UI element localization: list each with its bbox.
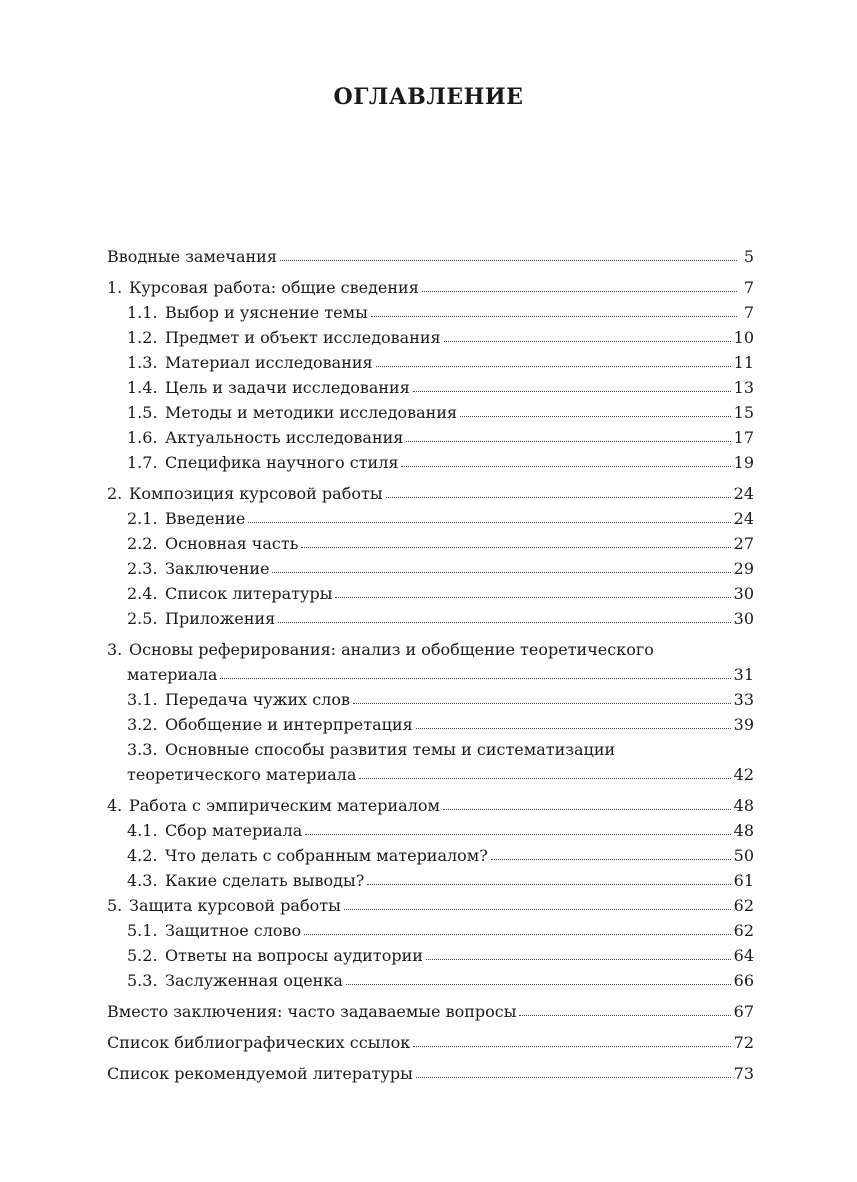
toc-entry[interactable] [107,1061,754,1086]
toc-entry-title: Вводные замечания [107,247,277,266]
toc-entry-number: 1.7. [127,453,158,472]
toc-entry-title: Список библиографических ссылок [107,1033,411,1052]
toc-entry-number: 1.5. [127,403,158,422]
dot-leader [371,310,737,317]
toc-entry-title: Актуальность исследования [165,428,404,447]
dot-leader [460,410,731,417]
dot-leader [335,591,730,598]
toc-page-number: 39 [733,715,754,734]
toc-entry[interactable] [107,868,754,893]
dot-leader [304,928,730,935]
toc-entry-title: Цель и задачи исследования [165,378,410,397]
toc-entry-number: 3.2. [127,715,158,734]
dot-leader [386,491,731,498]
toc-entry-title: Сбор материала [165,821,303,840]
toc-entry-number: 1.3. [127,353,158,372]
toc-entry-title: Заслуженная оценка [165,971,343,990]
page-title: ОГЛАВЛЕНИЕ [333,84,524,110]
toc-entry-number: 3. [107,640,123,659]
toc-entry-title: Заключение [165,559,270,578]
dot-leader [376,360,731,367]
table-of-contents [107,244,754,1086]
toc-entry[interactable] [107,999,754,1024]
dot-leader [426,953,731,960]
dot-leader [416,722,731,729]
toc-entry-title: Введение [165,509,246,528]
toc-page-number: 72 [733,1033,754,1052]
toc-entry[interactable] [107,637,754,662]
toc-entry-title: Защита курсовой работы [129,896,341,915]
toc-entry[interactable] [107,531,754,556]
toc-page-number: 19 [733,453,754,472]
toc-entry-number: 3.1. [127,690,158,709]
toc-entry[interactable] [107,893,754,918]
toc-entry-title: Основная часть [165,534,299,553]
toc-page-number: 17 [733,428,754,447]
toc-page-number: 62 [733,896,754,915]
toc-entry-title: Специфика научного стиля [165,453,399,472]
toc-entry-number: 1.6. [127,428,158,447]
toc-entry-title: Основы реферирования: анализ и обобщение теоретического [129,640,654,659]
toc-page-number: 33 [733,690,754,709]
toc-entry[interactable] [107,843,754,868]
toc-entry-number: 4.3. [127,871,158,890]
toc-page-number: 29 [733,559,754,578]
dot-leader [444,335,731,342]
toc-entry-number: 4. [107,796,123,815]
toc-entry[interactable] [107,581,754,606]
toc-page-number: 48 [733,796,754,815]
toc-entry[interactable] [107,244,754,269]
dot-leader [305,828,730,835]
toc-entry-number: 1. [107,278,123,297]
toc-page-number: 66 [733,971,754,990]
toc-entry-title: Курсовая работа: общие сведения [129,278,419,297]
toc-page-number: 10 [733,328,754,347]
toc-entry-number: 4.2. [127,846,158,865]
toc-entry-number: 5.2. [127,946,158,965]
toc-page-number: 42 [733,765,754,784]
toc-page-number: 27 [733,534,754,553]
toc-entry[interactable] [107,556,754,581]
toc-page-number: 15 [733,403,754,422]
toc-entry-title: Ответы на вопросы аудитории [165,946,423,965]
dot-leader [406,435,730,442]
toc-page-number: 5 [743,247,754,266]
toc-entry-number: 1.4. [127,378,158,397]
dot-leader [443,803,731,810]
toc-page-number: 50 [733,846,754,865]
dot-leader [367,878,730,885]
dot-leader [280,254,737,261]
dot-leader [413,1040,730,1047]
toc-entry-number: 5.1. [127,921,158,940]
dot-leader [519,1009,730,1016]
toc-entry[interactable] [107,606,754,631]
dot-leader [346,978,731,985]
dot-leader [248,516,730,523]
toc-entry[interactable] [107,425,754,450]
toc-page-number: 73 [733,1064,754,1083]
toc-entry-continuation[interactable] [107,662,754,687]
toc-entry[interactable] [107,1030,754,1055]
toc-page-number: 30 [733,609,754,628]
toc-entry-title: Вместо заключения: часто задаваемые вопросы [107,1002,517,1021]
toc-entry-title: Приложения [165,609,276,628]
toc-entry-title: Обобщение и интерпретация [165,715,413,734]
toc-entry-title-continued: теоретического материала [127,765,357,784]
toc-entry[interactable] [107,712,754,737]
toc-entry-title: Список литературы [165,584,333,603]
toc-entry-number: 2. [107,484,123,503]
toc-entry[interactable] [107,943,754,968]
toc-entry[interactable] [107,350,754,375]
toc-page-number: 48 [733,821,754,840]
toc-entry-title: Что делать с собранным материалом? [165,846,488,865]
dot-leader [401,460,730,467]
toc-page-number: 67 [733,1002,754,1021]
toc-page-number: 7 [743,303,754,322]
toc-entry[interactable] [107,375,754,400]
toc-entry-number: 2.5. [127,609,158,628]
dot-leader [353,697,731,704]
toc-entry-title: Передача чужих слов [165,690,350,709]
toc-entry-title: Методы и методики исследования [165,403,458,422]
toc-entry-title: Список рекомендуемой литературы [107,1064,413,1083]
toc-entry[interactable] [107,300,754,325]
toc-page-number: 31 [733,665,754,684]
toc-entry-number: 5. [107,896,123,915]
toc-entry-number: 4.1. [127,821,158,840]
toc-entry-title: Какие сделать выводы? [165,871,365,890]
dot-leader [220,672,730,679]
toc-entry-continuation[interactable] [107,762,754,787]
toc-page-number: 24 [733,509,754,528]
toc-entry[interactable] [107,793,754,818]
toc-entry[interactable] [107,506,754,531]
toc-page-number: 11 [733,353,754,372]
dot-leader [301,541,730,548]
toc-entry-number: 2.4. [127,584,158,603]
toc-entry[interactable] [107,400,754,425]
toc-entry-number: 2.1. [127,509,158,528]
toc-entry-title-continued: материала [127,665,218,684]
toc-entry-number: 2.3. [127,559,158,578]
toc-page-number: 62 [733,921,754,940]
toc-entry[interactable] [107,325,754,350]
toc-entry-title: Композиция курсовой работы [129,484,383,503]
toc-entry-number: 1.2. [127,328,158,347]
toc-entry-title: Предмет и объект исследования [165,328,441,347]
toc-entry-title: Материал исследования [165,353,373,372]
toc-entry-title: Защитное слово [165,921,302,940]
toc-entry[interactable] [107,818,754,843]
toc-entry[interactable] [107,450,754,475]
toc-page-number: 7 [743,278,754,297]
dot-leader [413,385,731,392]
dot-leader [491,853,731,860]
toc-page-number: 13 [733,378,754,397]
dot-leader [278,616,730,623]
dot-leader [344,903,731,910]
toc-entry[interactable] [107,275,754,300]
toc-entry-title: Основные способы развития темы и систематизации [165,740,616,759]
toc-entry[interactable] [107,968,754,993]
toc-page-number: 24 [733,484,754,503]
toc-page-number: 61 [733,871,754,890]
toc-entry-number: 1.1. [127,303,158,322]
toc-page-number: 30 [733,584,754,603]
toc-entry-title: Выбор и уяснение темы [165,303,368,322]
toc-entry-number: 2.2. [127,534,158,553]
toc-entry[interactable] [107,737,754,762]
dot-leader [272,566,730,573]
toc-entry-number: 3.3. [127,740,158,759]
dot-leader [416,1071,731,1078]
toc-entry[interactable] [107,481,754,506]
dot-leader [359,772,730,779]
toc-entry[interactable] [107,918,754,943]
toc-entry[interactable] [107,687,754,712]
dot-leader [422,285,737,292]
toc-entry-title: Работа с эмпирическим материалом [129,796,440,815]
toc-entry-number: 5.3. [127,971,158,990]
toc-page-number: 64 [733,946,754,965]
